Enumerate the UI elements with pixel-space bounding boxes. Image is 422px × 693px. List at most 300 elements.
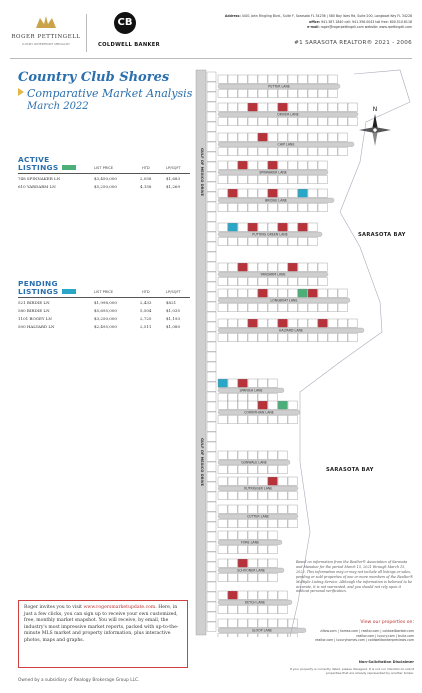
lot <box>278 147 287 155</box>
lot <box>308 103 317 111</box>
lot <box>328 289 337 297</box>
lot <box>238 519 247 527</box>
lot <box>258 237 267 245</box>
street-label: YARDARM LANE <box>260 272 286 277</box>
lot <box>278 451 287 459</box>
lot <box>238 401 247 409</box>
lot <box>278 591 287 599</box>
lot <box>207 112 216 121</box>
lot <box>328 89 337 97</box>
lot <box>278 465 287 473</box>
lot <box>298 237 307 245</box>
lot <box>328 75 337 83</box>
row-price: $3,250,000 <box>94 316 117 321</box>
lot <box>218 103 227 111</box>
lot <box>308 223 317 231</box>
lot <box>207 272 216 281</box>
lot <box>228 633 237 637</box>
lot <box>207 572 216 581</box>
lot <box>238 573 247 581</box>
lot <box>258 519 267 527</box>
col-list-price: LIST PRICE <box>94 166 114 170</box>
lot <box>248 379 257 387</box>
lot <box>248 133 257 141</box>
lot <box>268 633 277 637</box>
lot <box>278 175 287 183</box>
lot <box>207 522 216 531</box>
lot <box>258 633 267 637</box>
lot <box>278 633 287 637</box>
lot <box>278 519 287 527</box>
lot <box>268 559 277 567</box>
lot <box>228 133 237 141</box>
lot <box>238 619 247 627</box>
lot <box>328 147 337 155</box>
lot <box>298 289 307 297</box>
street-label: SPINNAKER LANE <box>259 170 287 175</box>
row-ppsf: $1,683 <box>166 176 180 181</box>
lot <box>288 491 297 499</box>
lot <box>338 103 347 111</box>
row-sqft: 2,058 <box>140 176 152 181</box>
lot <box>318 117 327 125</box>
lot <box>258 505 267 513</box>
lot <box>298 223 307 231</box>
lot <box>207 302 216 311</box>
row-price: $5,695,000 <box>94 308 117 313</box>
lot <box>258 289 267 297</box>
lot <box>207 532 216 541</box>
lot <box>207 392 216 401</box>
lot <box>207 412 216 421</box>
lot <box>268 415 277 423</box>
pettingell-logo[interactable] <box>10 14 82 54</box>
lot <box>328 303 337 311</box>
lot <box>278 75 287 83</box>
lot <box>248 189 257 197</box>
lot <box>328 133 337 141</box>
lot <box>207 502 216 511</box>
lot <box>248 263 257 271</box>
lot <box>248 89 257 97</box>
lot <box>248 573 257 581</box>
lot <box>338 117 347 125</box>
lot <box>207 152 216 161</box>
non-solicitation-text: If your property is currently listed, please disregard. It is not our intention to solicit properties that are already represented by another broker. <box>289 667 414 676</box>
lot <box>268 189 277 197</box>
lot <box>228 75 237 83</box>
lot <box>318 263 327 271</box>
lot <box>298 75 307 83</box>
lot <box>238 559 247 567</box>
lot <box>268 223 277 231</box>
lot <box>218 415 227 423</box>
lot <box>228 223 237 231</box>
lot <box>218 303 227 311</box>
lot <box>268 75 277 83</box>
lot <box>268 147 277 155</box>
cb-seal-icon: CB <box>114 12 136 34</box>
lot <box>278 491 287 499</box>
lot <box>268 573 277 581</box>
lot <box>248 619 257 627</box>
table-row[interactable] <box>18 306 190 314</box>
lot <box>218 75 227 83</box>
lot <box>258 379 267 387</box>
lot <box>218 545 227 553</box>
lot <box>228 117 237 125</box>
lot <box>248 451 257 459</box>
lot <box>248 319 257 327</box>
lot <box>248 605 257 613</box>
lot <box>258 277 267 285</box>
lot <box>207 102 216 111</box>
lot <box>288 89 297 97</box>
realtor-rank: #1 SARASOTA REALTOR® 2021 - 2006 <box>294 40 412 46</box>
table-row[interactable] <box>18 298 190 306</box>
lot <box>278 161 287 169</box>
street-label: PUTTER LANE <box>268 84 290 89</box>
lot <box>207 452 216 461</box>
lot <box>288 519 297 527</box>
lot <box>207 472 216 481</box>
active-header <box>18 156 190 174</box>
lot <box>207 492 216 501</box>
lot <box>308 289 317 297</box>
lot <box>248 117 257 125</box>
contact-email-web[interactable]: roger@rogerpettingell.com website: www.rpettingell.com <box>320 25 412 30</box>
lot <box>268 161 277 169</box>
lot <box>248 465 257 473</box>
lot <box>238 415 247 423</box>
active-label-line1: ACTIVE <box>18 155 50 164</box>
lot <box>228 477 237 485</box>
lot <box>308 203 317 211</box>
active-color-swatch <box>62 165 76 170</box>
lot <box>298 89 307 97</box>
table-row[interactable] <box>18 182 190 190</box>
lot <box>258 133 267 141</box>
table-row[interactable] <box>18 314 190 322</box>
lot <box>248 505 257 513</box>
lot <box>207 222 216 231</box>
lot <box>258 559 267 567</box>
row-address: 521 BIRDIE LN <box>18 300 50 305</box>
lot <box>258 223 267 231</box>
lot <box>258 333 267 341</box>
lot <box>298 333 307 341</box>
lot <box>238 161 247 169</box>
lot <box>238 451 247 459</box>
col-list-price: LIST PRICE <box>94 290 114 294</box>
lot <box>258 103 267 111</box>
lot <box>207 122 216 131</box>
footer-ownership: Owned by a subsidiary of Realogy Brokerage Group LLC. <box>18 678 140 683</box>
lot <box>238 289 247 297</box>
compass-n-label: N <box>372 106 378 113</box>
lot <box>278 203 287 211</box>
lot <box>328 333 337 341</box>
lot <box>228 103 237 111</box>
lot <box>268 477 277 485</box>
promo-url-link[interactable]: www.rogersmarketupdate.com <box>83 605 156 610</box>
gulf-drive-label: GULF OF MEXICO DRIVE <box>200 147 204 197</box>
lot <box>248 591 257 599</box>
lot <box>298 189 307 197</box>
lot <box>248 303 257 311</box>
lot <box>338 333 347 341</box>
lot <box>248 203 257 211</box>
row-sqft: 2,433 <box>140 300 152 305</box>
lot <box>268 319 277 327</box>
lot <box>207 442 216 451</box>
lot <box>308 89 317 97</box>
lot <box>207 242 216 251</box>
lot <box>258 393 267 401</box>
lot <box>218 605 227 613</box>
lot <box>228 465 237 473</box>
bay-label-north: SARASOTA BAY <box>358 232 406 238</box>
lot <box>238 103 247 111</box>
lot <box>278 401 287 409</box>
lot <box>238 531 247 539</box>
lot <box>238 465 247 473</box>
lot <box>248 393 257 401</box>
lot <box>238 379 247 387</box>
lot <box>228 189 237 197</box>
lot <box>278 133 287 141</box>
lot <box>258 117 267 125</box>
lot <box>207 562 216 571</box>
lot <box>228 415 237 423</box>
lot <box>258 319 267 327</box>
lot <box>278 189 287 197</box>
row-ppsf: $1,035 <box>166 308 180 313</box>
lot <box>238 147 247 155</box>
lot <box>278 333 287 341</box>
brand-name: ROGER PETTINGELL <box>11 34 81 40</box>
lot <box>207 352 216 361</box>
lot <box>268 117 277 125</box>
lot <box>328 319 337 327</box>
lot <box>318 175 327 183</box>
cb-name: COLDWELL BANKER <box>98 42 160 48</box>
street-label: PUTTING GREEN LANE <box>252 232 288 237</box>
lot <box>207 592 216 601</box>
lot <box>258 491 267 499</box>
lot <box>207 292 216 301</box>
lot <box>288 175 297 183</box>
lot <box>228 573 237 581</box>
lot <box>298 133 307 141</box>
lot <box>218 161 227 169</box>
col-htd: HTD <box>142 290 150 294</box>
header-divider <box>10 58 412 59</box>
lot <box>268 605 277 613</box>
lot <box>228 393 237 401</box>
lot <box>218 319 227 327</box>
lot <box>288 477 297 485</box>
lot <box>268 401 277 409</box>
lot <box>248 531 257 539</box>
lot <box>288 319 297 327</box>
lot <box>308 237 317 245</box>
street-label: SLOOP LANE <box>251 628 273 633</box>
lot <box>207 92 216 101</box>
row-address: 580 BIRDIE LN <box>18 308 50 313</box>
lot <box>218 505 227 513</box>
lot <box>207 432 216 441</box>
table-row[interactable] <box>18 322 190 330</box>
row-sqft: 2,511 <box>140 324 152 329</box>
contact-phones[interactable]: 941.387.1840 cell: 941.356.0043 toll free: 800.510.6118 <box>321 19 412 24</box>
lot <box>258 147 267 155</box>
view-properties-label: View our properties on: <box>360 620 414 625</box>
lot <box>238 277 247 285</box>
lot <box>207 252 216 261</box>
pending-label <box>18 280 76 297</box>
lot <box>218 289 227 297</box>
lot <box>238 175 247 183</box>
lot <box>228 619 237 627</box>
street-label: GUNWALE LANE <box>241 460 267 465</box>
lot <box>348 333 357 341</box>
street-label: FORE LANE <box>240 540 260 545</box>
lot <box>248 223 257 231</box>
lot <box>258 203 267 211</box>
row-sqft: 2,725 <box>140 316 152 321</box>
lot <box>248 519 257 527</box>
lot <box>298 263 307 271</box>
lot <box>228 175 237 183</box>
lot <box>207 212 216 221</box>
lot <box>207 462 216 471</box>
pending-color-swatch <box>62 289 76 294</box>
lot <box>288 117 297 125</box>
pending-header <box>18 280 190 298</box>
street-label: CORINTHIAN LANE <box>244 410 274 415</box>
lot <box>228 519 237 527</box>
street-label: KETCH LANE <box>245 600 265 605</box>
lot <box>308 175 317 183</box>
lot <box>218 401 227 409</box>
lot <box>308 277 317 285</box>
lot <box>268 203 277 211</box>
lot <box>248 491 257 499</box>
lot <box>228 545 237 553</box>
lot <box>218 89 227 97</box>
lot <box>338 133 347 141</box>
lot <box>268 175 277 183</box>
col-htd: HTD <box>142 166 150 170</box>
lot <box>278 477 287 485</box>
lot <box>248 545 257 553</box>
crown-icon <box>34 14 58 30</box>
lot <box>207 622 216 631</box>
col-lp-sqft: LP/SQFT <box>166 166 181 170</box>
lot <box>258 451 267 459</box>
lot <box>238 505 247 513</box>
lot <box>288 303 297 311</box>
lot <box>298 319 307 327</box>
street-label: HALYARD LANE <box>279 328 303 333</box>
lot <box>228 161 237 169</box>
lot <box>218 633 227 637</box>
row-ppsf: $1,193 <box>166 316 180 321</box>
triangle-bullet-icon <box>18 88 24 96</box>
lot <box>258 545 267 553</box>
lot <box>238 75 247 83</box>
lot <box>278 319 287 327</box>
table-row[interactable] <box>18 174 190 182</box>
lot <box>268 531 277 539</box>
lot <box>238 633 247 637</box>
lot <box>278 263 287 271</box>
row-ppsf: $1,080 <box>166 324 180 329</box>
lot <box>258 605 267 613</box>
lot <box>318 303 327 311</box>
lot <box>258 415 267 423</box>
lot <box>207 262 216 271</box>
row-price: $1,998,000 <box>94 300 117 305</box>
lot <box>238 117 247 125</box>
lot <box>278 237 287 245</box>
promo-box <box>18 600 188 668</box>
row-price: $2,495,000 <box>94 324 117 329</box>
lot <box>238 477 247 485</box>
lot <box>238 333 247 341</box>
lot <box>318 189 327 197</box>
lot <box>228 491 237 499</box>
lot <box>228 531 237 539</box>
lot <box>238 303 247 311</box>
lot <box>318 147 327 155</box>
lot <box>238 591 247 599</box>
lot <box>207 332 216 341</box>
lot <box>248 401 257 409</box>
contact-label-email: e-mail: <box>307 25 320 30</box>
lot <box>288 189 297 197</box>
lot <box>268 133 277 141</box>
lot <box>218 531 227 539</box>
active-label-line2: LISTINGS <box>18 163 59 173</box>
lot <box>288 147 297 155</box>
lot <box>278 303 287 311</box>
lot <box>258 401 267 409</box>
lot <box>258 161 267 169</box>
lot <box>288 161 297 169</box>
lot <box>238 133 247 141</box>
lot <box>258 531 267 539</box>
coldwell-banker-logo[interactable] <box>92 12 166 54</box>
lot <box>278 505 287 513</box>
lot <box>258 591 267 599</box>
gulf-drive-label-2: GULF OF MEXICO DRIVE <box>200 437 204 487</box>
lot <box>318 277 327 285</box>
lot <box>288 277 297 285</box>
lot <box>338 289 347 297</box>
lot <box>258 89 267 97</box>
lot <box>278 289 287 297</box>
lot <box>238 263 247 271</box>
lot <box>288 289 297 297</box>
property-sites[interactable]: zillow.com | homes.com | realtor.com | coldwellbanker.com realtor.com | luxury.com | trulia.com realtor.com | luxuryhomes.com | coldwellbankerpreviews.com <box>315 629 414 643</box>
lot <box>278 117 287 125</box>
row-address: 610 YARDARM LN <box>18 184 56 189</box>
street-label: LONGBOAT LANE <box>270 298 298 303</box>
lot <box>207 72 216 81</box>
lot <box>228 237 237 245</box>
